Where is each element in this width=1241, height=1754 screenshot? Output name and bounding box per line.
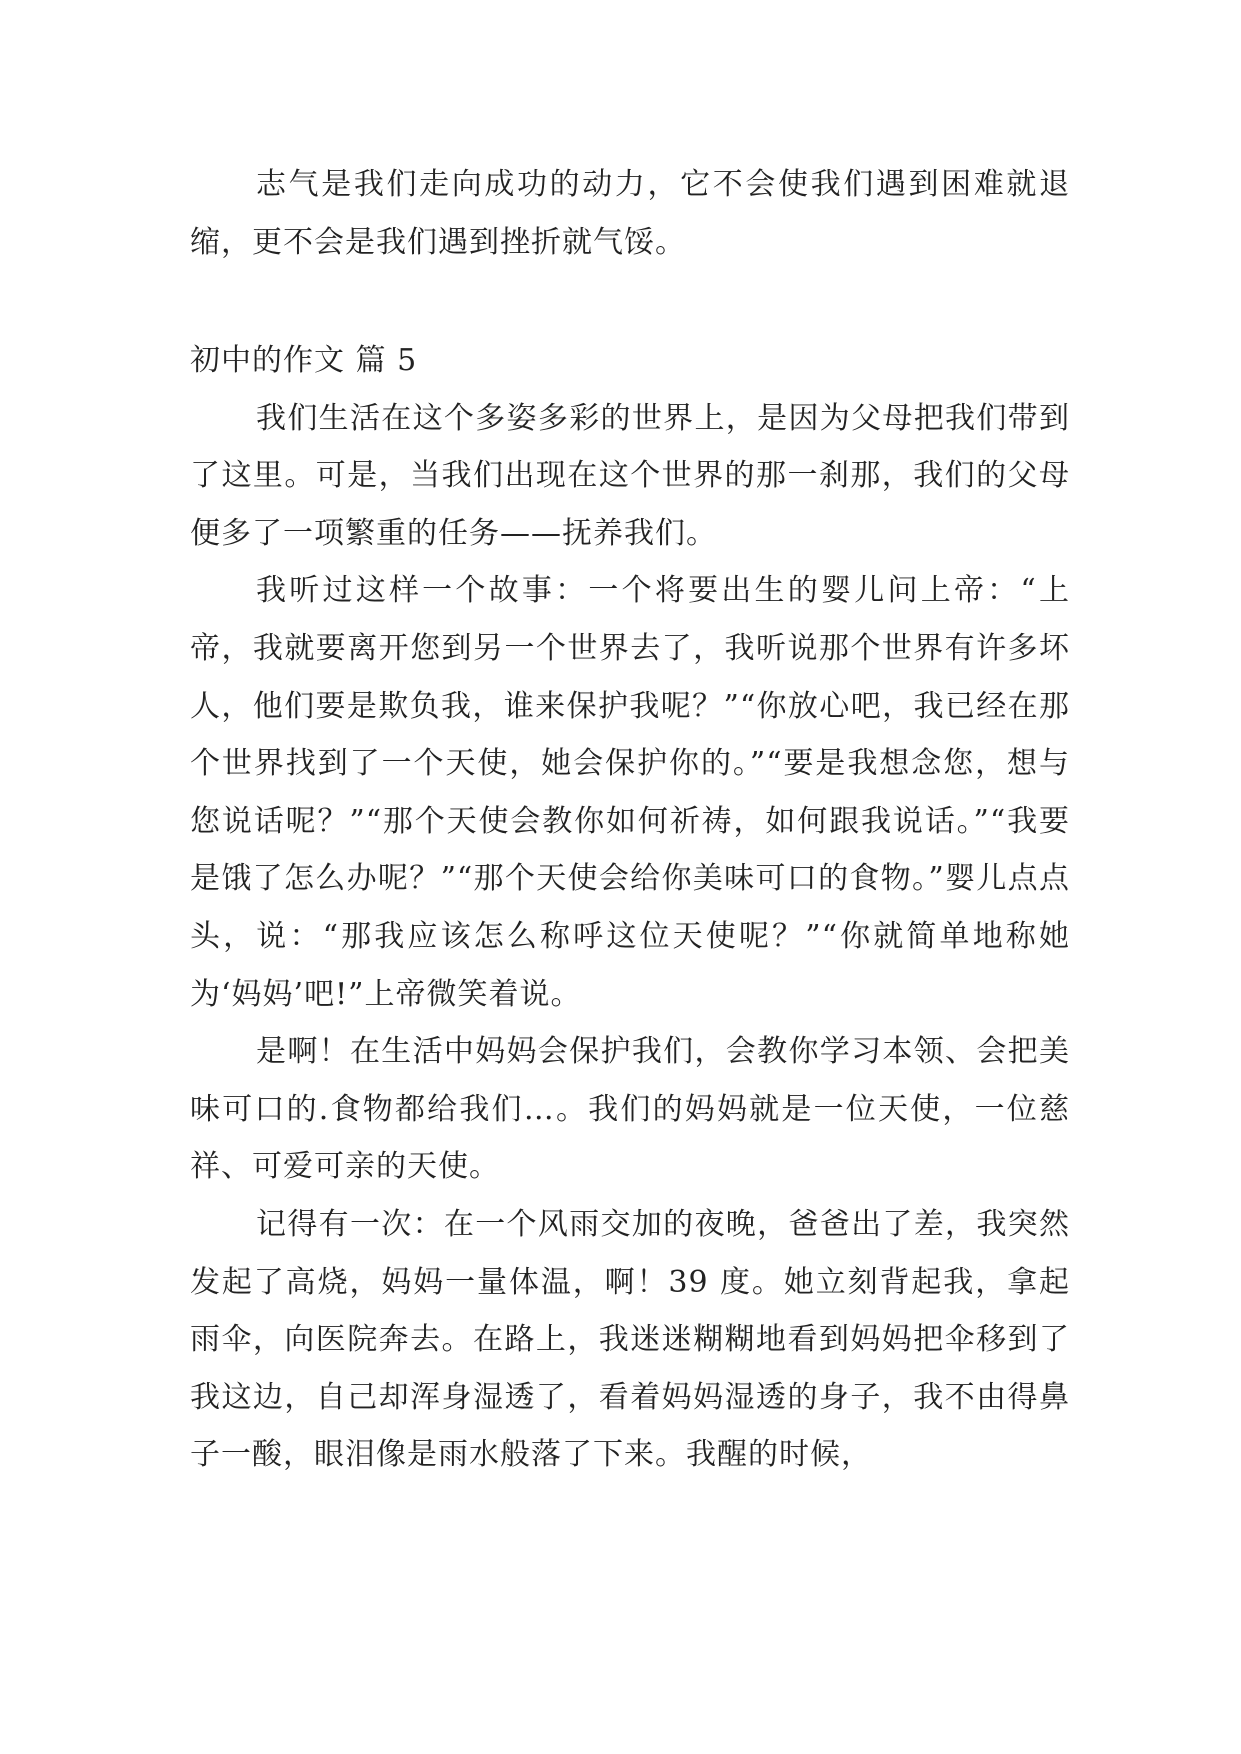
paragraph-3: 是啊！在生活中妈妈会保护我们，会教你学习本领、会把美味可口的.食物都给我们…。我们的妈妈就是一位天使，一位慈祥、可爱可亲的天使。 <box>190 1034 1070 1185</box>
essay-section <box>190 332 1070 1484</box>
paragraph-2: 我听过这样一个故事：一个将要出生的婴儿问上帝：“上帝，我就要离开您到另一个世界去了，我听说那个世界有许多坏人，他们要是欺负我，谁来保护我呢？”“你放心吧，我已经在那个世界找到了一个天使，她会保护你的。”“要是我想念您，想与您说话呢？”“那个天使会教你如何祈祷，如何跟我说话。”“我要是饿了怎么办呢？”“那个天使会给你美味可口的食物。”婴儿点点头，说：“那我应该怎么称呼这位天使呢？”“你就简单地称她为‘妈妈’吧!”上帝微笑着说。 <box>190 573 1070 1012</box>
paragraph-4: 记得有一次：在一个风雨交加的夜晚，爸爸出了差，我突然发起了高烧，妈妈一量体温，啊！39 度。她立刻背起我，拿起雨伞，向医院奔去。在路上，我迷迷糊糊地看到妈妈把伞移到了我这边，自己却浑身湿透了，看着妈妈湿透的身子，我不由得鼻子一酸，眼泪像是雨水般落了下来。我醒的时候， <box>190 1206 1070 1473</box>
section-heading: 初中的作文 篇 5 <box>190 343 418 378</box>
intro-paragraph: 志气是我们走向成功的动力，它不会使我们遇到困难就退缩，更不会是我们遇到挫折就气馁。 <box>190 167 1070 260</box>
intro-section <box>190 156 1070 271</box>
paragraph-1: 我们生活在这个多姿多彩的世界上，是因为父母把我们带到了这里。可是，当我们出现在这个世界的那一刹那，我们的父母便多了一项繁重的任务——抚养我们。 <box>190 400 1070 551</box>
